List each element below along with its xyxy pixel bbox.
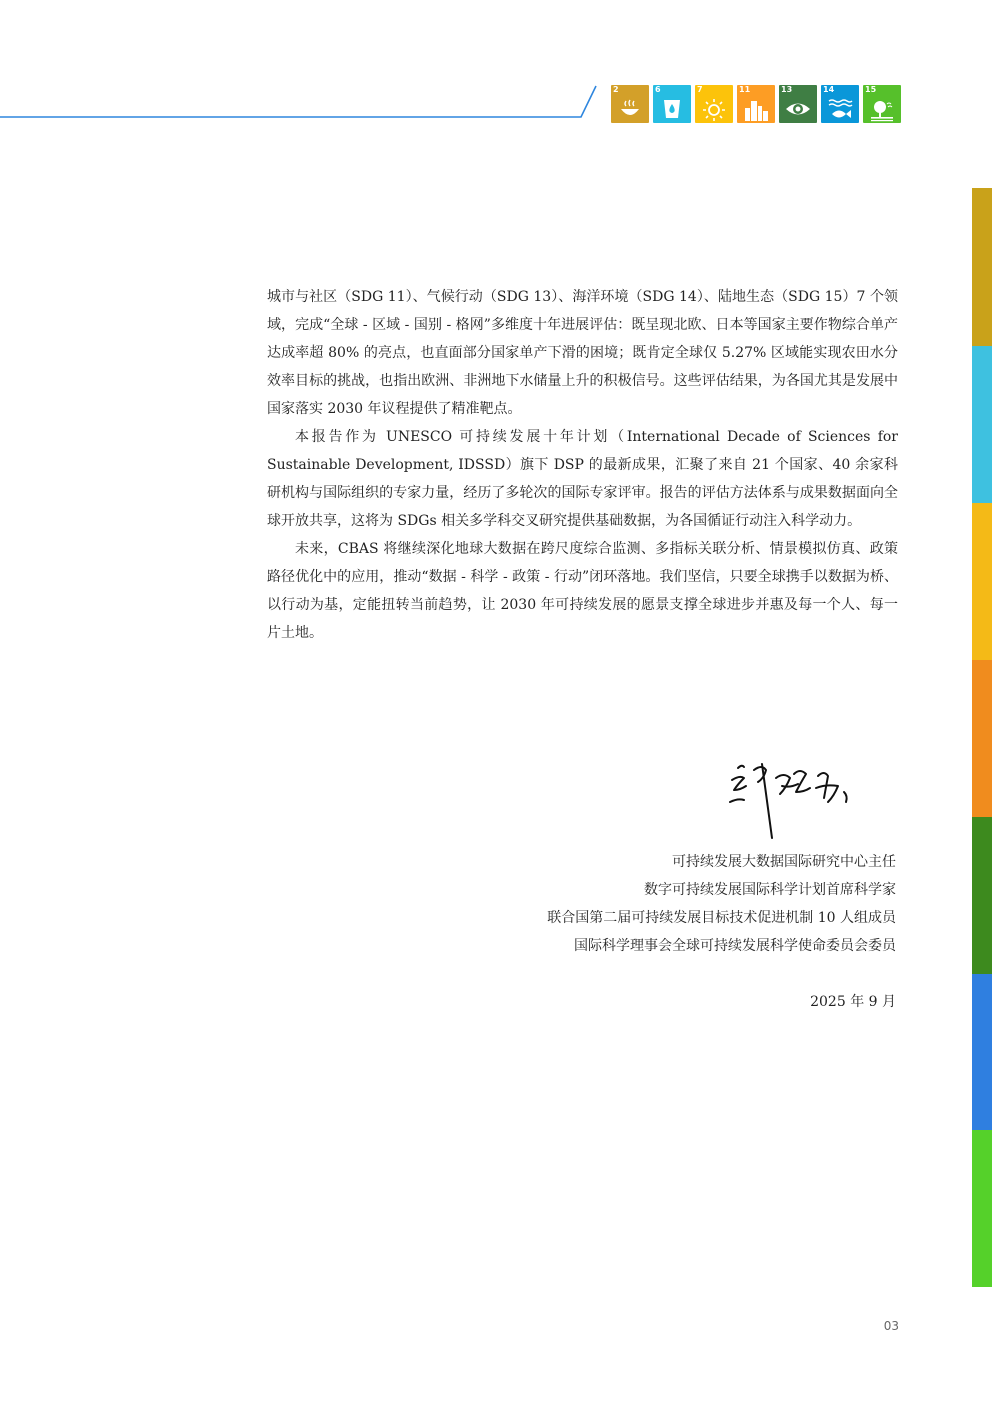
city-icon — [743, 96, 769, 122]
sdg-tile-7 — [695, 85, 733, 123]
sdg-number: 2 — [613, 85, 619, 94]
sdg-number: 13 — [781, 85, 793, 94]
sdg-tile-14 — [821, 85, 859, 123]
tree-icon — [869, 96, 895, 122]
sdg-tile-2 — [611, 85, 649, 123]
side-bar — [972, 974, 992, 1130]
eye-globe-icon — [785, 96, 811, 122]
sdg-tile-15 — [863, 85, 901, 123]
side-bar — [972, 817, 992, 974]
author-title: 数字可持续发展国际科学计划首席科学家 — [644, 882, 896, 898]
sdg-tile-11 — [737, 85, 775, 123]
author-title: 联合国第二届可持续发展目标技术促进机制 10 人组成员 — [547, 910, 896, 926]
side-bar — [972, 188, 992, 346]
sun-icon — [701, 96, 727, 122]
sdg-number: 7 — [697, 85, 703, 94]
side-bar — [972, 1130, 992, 1287]
paragraph: 未来，CBAS 将继续深化地球大数据在跨尺度综合监测、多指标关联分析、情景模拟仿真、政策路径优化中的应用，推动“数据 - 科学 - 政策 - 行动”闭环落地。我们坚信，只要全球携手以数据为桥、以行动为基，定能扭转当前趋势，让 2030 年可持续发展的愿景支撑全球进步并惠及每一个人、每一片土地。 — [267, 541, 898, 641]
paragraph: 本报告作为 UNESCO 可持续发展十年计划（International Decade of Sciences for Sustainable Development, IDSSD）旗下 DSP 的最新成果，汇聚了来自 21 个国家、40 余家科研机构与国际组织的专家力量，经历了多轮次的国际专家评审。报告的评估方法体系与成果数据面向全球开放共享，这将为 SDGs 相关多学科交叉研究提供基础数据，为各国循证行动注入科学动力。 — [267, 429, 898, 529]
side-bar — [972, 660, 992, 817]
water-drop-icon — [659, 96, 685, 122]
body-text — [267, 283, 898, 647]
page-number: 03 — [883, 1319, 899, 1333]
sdg-number: 6 — [655, 85, 661, 94]
sdg-tile-6 — [653, 85, 691, 123]
bowl-icon — [617, 96, 643, 122]
side-bar — [972, 346, 992, 503]
handwritten-signature — [728, 758, 858, 840]
sdg-icon-row — [611, 85, 901, 123]
side-bar — [972, 503, 992, 660]
sdg-tile-13 — [779, 85, 817, 123]
sdg-number: 11 — [739, 85, 751, 94]
author-title: 国际科学理事会全球可持续发展科学使命委员会委员 — [574, 938, 896, 954]
date: 2025 年 9 月 — [810, 994, 896, 1010]
paragraph: 城市与社区（SDG 11）、气候行动（SDG 13）、海洋环境（SDG 14）、陆地生态（SDG 15）7 个领域，完成“全球 - 区域 - 国别 - 格网”多维度十年进展评估：既呈现北欧、日本等国家主要作物综合单产达成率超 80% 的亮点，也直面部分国家单产下滑的困境；既肯定全球仅 5.27% 区域能实现农田水分效率目标的挑战，也指出欧洲、非洲地下水储量上升的积极信号。这些评估结果，为各国尤其是发展中国家落实 2030 年议程提供了精准靶点。 — [267, 289, 898, 417]
author-title: 可持续发展大数据国际研究中心主任 — [672, 854, 896, 870]
sdg-number: 14 — [823, 85, 835, 94]
fish-icon — [827, 96, 853, 122]
author-titles — [547, 848, 896, 960]
sdg-number: 15 — [865, 85, 877, 94]
